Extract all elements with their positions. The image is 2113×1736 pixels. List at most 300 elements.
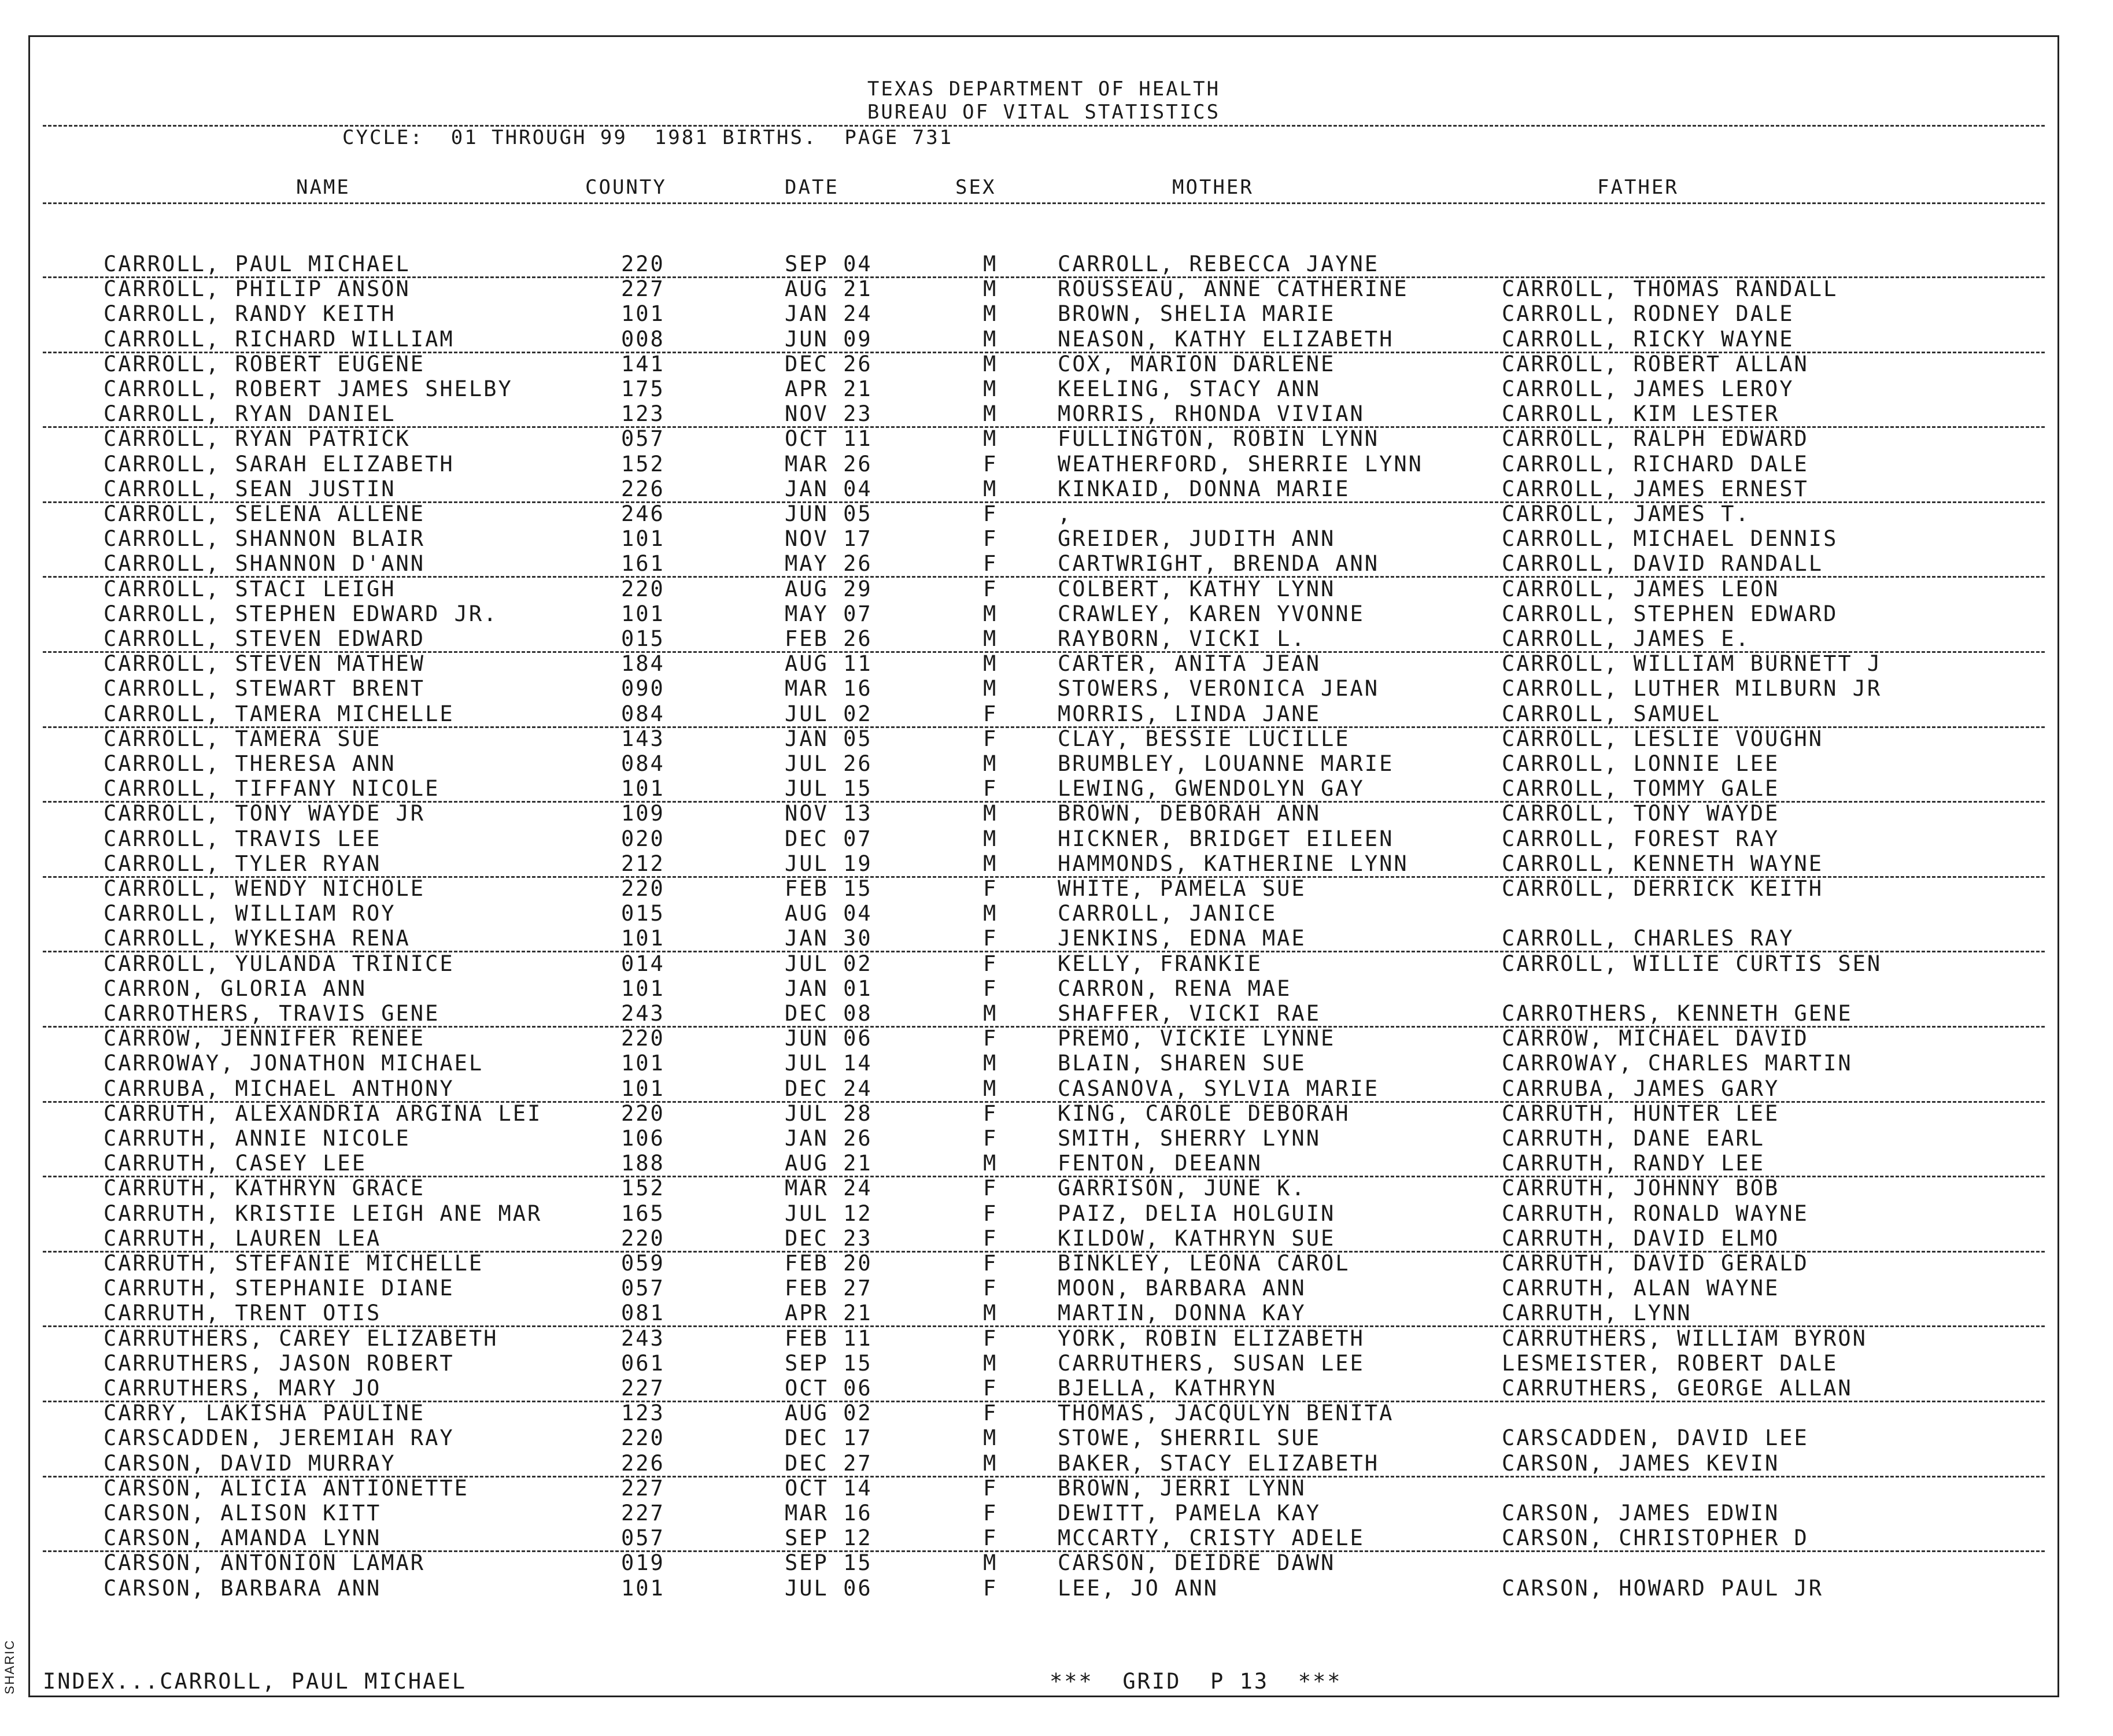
record-date: JUL 02 — [785, 951, 873, 976]
record-name: CARROLL, WILLIAM ROY — [104, 901, 396, 926]
table-row — [43, 726, 2045, 751]
record-date: MAY 07 — [785, 601, 873, 626]
record-father: CARROLL, TONY WAYDE — [1502, 801, 1780, 826]
record-father: CARRUTH, DANE EARL — [1502, 1126, 1765, 1151]
table-row — [43, 401, 2045, 428]
record-sex: M — [983, 276, 998, 302]
record-father: CARROLL, LESLIE VOUGHN — [1502, 726, 1824, 751]
record-name: CARRUTH, KATHRYN GRACE — [104, 1176, 426, 1201]
table-row — [43, 1526, 2045, 1552]
table-row — [43, 1226, 2045, 1253]
record-father: CARROLL, KIM LESTER — [1502, 401, 1780, 427]
record-county: 101 — [621, 301, 665, 327]
record-father: CARROLL, STEPHEN EDWARD — [1502, 601, 1838, 626]
record-father: CARROWAY, CHARLES MARTIN — [1502, 1051, 1853, 1076]
record-father: CARSCADDEN, DAVID LEE — [1502, 1425, 1809, 1451]
record-date: JAN 26 — [785, 1126, 873, 1151]
record-mother: DEWITT, PAMELA KAY — [1058, 1501, 1321, 1526]
table-row — [43, 826, 2045, 851]
department-title: TEXAS DEPARTMENT OF HEALTH — [867, 77, 1221, 101]
record-name: CARROLL, WENDY NICHOLE — [104, 876, 426, 901]
record-name: CARROLL, SHANNON BLAIR — [104, 526, 426, 552]
record-sex: M — [983, 476, 998, 501]
table-row — [43, 776, 2045, 803]
record-date: FEB 15 — [785, 876, 873, 901]
table-row — [43, 1076, 2045, 1103]
record-date: DEC 23 — [785, 1225, 873, 1251]
record-date: JUL 19 — [785, 851, 873, 876]
table-row — [43, 577, 2045, 601]
table-row — [43, 352, 2045, 376]
record-sex: F — [983, 1026, 998, 1051]
record-sex: F — [983, 776, 998, 801]
record-name: CARROLL, WYKESHA RENA — [104, 926, 411, 951]
record-sex: M — [983, 851, 998, 876]
record-name: CARRUTH, TRENT OTIS — [104, 1301, 382, 1326]
record-name: CARROLL, SEAN JUSTIN — [104, 476, 396, 501]
table-row — [43, 601, 2045, 626]
record-mother: CARRON, RENA MAE — [1058, 976, 1292, 1001]
record-county: 175 — [621, 376, 665, 401]
record-mother: SMITH, SHERRY LYNN — [1058, 1126, 1321, 1151]
record-father: CARROLL, RODNEY DALE — [1502, 301, 1794, 327]
record-father: CARRUTH, HUNTER LEE — [1502, 1100, 1780, 1126]
table-row — [43, 1425, 2045, 1450]
record-name: CARROLL, ROBERT JAMES SHELBY — [104, 376, 513, 401]
record-name: CARROTHERS, TRAVIS GENE — [104, 1001, 440, 1026]
record-sex: M — [983, 826, 998, 851]
record-mother: MARTIN, DONNA KAY — [1058, 1301, 1306, 1326]
record-date: OCT 06 — [785, 1376, 873, 1401]
record-date: JAN 01 — [785, 976, 873, 1001]
table-row — [43, 551, 2045, 578]
record-sex: M — [983, 1450, 998, 1476]
table-row — [43, 1550, 2045, 1575]
record-date: DEC 26 — [785, 351, 873, 376]
record-date: SEP 15 — [785, 1550, 873, 1576]
record-date: JUL 06 — [785, 1575, 873, 1601]
table-row — [43, 976, 2045, 1001]
record-date: JAN 30 — [785, 926, 873, 951]
record-date: JUN 06 — [785, 1026, 873, 1051]
record-name: CARROLL, SHANNON D'ANN — [104, 551, 426, 577]
record-mother: COX, MARION DARLENE — [1058, 351, 1336, 376]
record-mother: THOMAS, JACQULYN BENITA — [1058, 1401, 1394, 1426]
record-county: 227 — [621, 1501, 665, 1526]
record-sex: F — [983, 976, 998, 1001]
record-county: 101 — [621, 1051, 665, 1076]
record-name: CARROLL, STEVEN EDWARD — [104, 626, 426, 651]
record-sex: M — [983, 1051, 998, 1076]
record-father: CARRUTHERS, GEORGE ALLAN — [1502, 1376, 1853, 1401]
table-row — [43, 276, 2045, 301]
record-name: CARSON, AMANDA LYNN — [104, 1526, 382, 1551]
record-mother: LEWING, GWENDOLYN GAY — [1058, 776, 1365, 801]
record-date: MAR 24 — [785, 1176, 873, 1201]
record-mother: BROWN, DEBORAH ANN — [1058, 801, 1321, 826]
record-sex: F — [983, 576, 998, 601]
record-sex: F — [983, 451, 998, 477]
record-mother: CARTER, ANITA JEAN — [1058, 651, 1321, 677]
record-father: CARROLL, WILLIE CURTIS SEN — [1502, 951, 1882, 976]
table-row — [43, 1451, 2045, 1478]
record-name: CARROLL, ROBERT EUGENE — [104, 351, 426, 376]
record-mother: MORRIS, RHONDA VIVIAN — [1058, 401, 1365, 427]
record-county: 152 — [621, 1176, 665, 1201]
table-row — [43, 501, 2045, 526]
table-row — [43, 376, 2045, 401]
record-father: CARROLL, KENNETH WAYNE — [1502, 851, 1824, 876]
record-date: NOV 23 — [785, 401, 873, 427]
record-father: CARROLL, JAMES LEON — [1502, 576, 1780, 601]
table-row — [43, 801, 2045, 826]
record-date: JUL 15 — [785, 776, 873, 801]
record-mother: CARTWRIGHT, BRENDA ANN — [1058, 551, 1380, 577]
record-county: 014 — [621, 951, 665, 976]
record-mother: RAYBORN, VICKI L. — [1058, 626, 1306, 651]
table-row — [43, 1026, 2045, 1051]
record-name: CARRUTHERS, JASON ROBERT — [104, 1350, 455, 1376]
record-father: CARSON, JAMES EDWIN — [1502, 1501, 1780, 1526]
record-county: 141 — [621, 351, 665, 376]
record-mother: HAMMONDS, KATHERINE LYNN — [1058, 851, 1409, 876]
record-mother: KINKAID, DONNA MARIE — [1058, 476, 1350, 501]
record-mother: MORRIS, LINDA JANE — [1058, 701, 1321, 726]
record-date: SEP 12 — [785, 1526, 873, 1551]
record-mother: BINKLEY, LEONA CAROL — [1058, 1251, 1350, 1276]
table-row — [43, 901, 2045, 926]
record-county: 101 — [621, 601, 665, 626]
record-mother: PAIZ, DELIA HOLGUIN — [1058, 1201, 1336, 1226]
record-father: CARRUBA, JAMES GARY — [1502, 1076, 1780, 1101]
record-name: CARROLL, TAMERA SUE — [104, 726, 382, 751]
table-row — [43, 1176, 2045, 1201]
record-county: 084 — [621, 701, 665, 726]
record-name: CARROLL, TRAVIS LEE — [104, 826, 382, 851]
record-date: FEB 26 — [785, 626, 873, 651]
record-sex: M — [983, 326, 998, 352]
record-sex: F — [983, 1475, 998, 1501]
record-date: MAR 26 — [785, 451, 873, 477]
record-name: CARRUTHERS, CAREY ELIZABETH — [104, 1325, 498, 1351]
record-date: OCT 14 — [785, 1475, 873, 1501]
record-date: JAN 05 — [785, 726, 873, 751]
record-name: CARRY, LAKISHA PAULINE — [104, 1401, 426, 1426]
record-sex: F — [983, 951, 998, 976]
table-row — [43, 951, 2045, 976]
record-name: CARRUBA, MICHAEL ANTHONY — [104, 1076, 455, 1101]
record-date: SEP 15 — [785, 1350, 873, 1376]
table-row — [43, 651, 2045, 676]
record-county: 057 — [621, 1526, 665, 1551]
record-mother: YORK, ROBIN ELIZABETH — [1058, 1325, 1365, 1351]
record-father: CARROLL, RALPH EDWARD — [1502, 426, 1809, 452]
record-county: 090 — [621, 676, 665, 701]
record-name: CARSON, ALICIA ANTIONETTE — [104, 1475, 469, 1501]
record-name: CARRUTH, ALEXANDRIA ARGINA LEI — [104, 1100, 542, 1126]
record-father: CARROLL, LONNIE LEE — [1502, 751, 1780, 776]
record-mother: CRAWLEY, KAREN YVONNE — [1058, 601, 1365, 626]
record-mother: ROUSSEAU, ANNE CATHERINE — [1058, 276, 1409, 302]
bureau-title: BUREAU OF VITAL STATISTICS — [867, 101, 1221, 124]
record-father: CARROLL, SAMUEL — [1502, 701, 1722, 726]
record-mother: CARROLL, REBECCA JAYNE — [1058, 252, 1380, 276]
record-sex: M — [983, 1001, 998, 1026]
column-header-county: COUNTY — [585, 176, 667, 199]
record-mother: LEE, JO ANN — [1058, 1575, 1219, 1601]
record-sex: F — [983, 1176, 998, 1201]
record-sex: M — [983, 1350, 998, 1376]
record-date: JAN 04 — [785, 476, 873, 501]
record-father: CARRUTH, RONALD WAYNE — [1502, 1201, 1809, 1226]
record-name: CARROLL, YULANDA TRINICE — [104, 951, 455, 976]
record-county: 220 — [621, 1100, 665, 1126]
record-name: CARROLL, THERESA ANN — [104, 751, 396, 776]
record-date: JAN 24 — [785, 301, 873, 327]
record-mother: PREMO, VICKIE LYNNE — [1058, 1026, 1336, 1051]
record-name: CARROWAY, JONATHON MICHAEL — [104, 1051, 484, 1076]
record-father: CARROTHERS, KENNETH GENE — [1502, 1001, 1853, 1026]
record-sex: F — [983, 1575, 998, 1601]
table-row — [43, 477, 2045, 503]
record-county: 057 — [621, 426, 665, 452]
record-mother: KELLY, FRANKIE — [1058, 951, 1262, 976]
record-father: LESMEISTER, ROBERT DALE — [1502, 1350, 1838, 1376]
record-county: 019 — [621, 1550, 665, 1576]
record-name: CARRUTH, ANNIE NICOLE — [104, 1126, 411, 1151]
table-row — [43, 1301, 2045, 1327]
table-row — [43, 876, 2045, 901]
column-header-father: FATHER — [1597, 176, 1679, 199]
record-county: 220 — [621, 576, 665, 601]
record-name: CARRUTHERS, MARY JO — [104, 1376, 382, 1401]
record-sex: M — [983, 376, 998, 401]
table-row — [43, 851, 2045, 878]
record-name: CARSON, ALISON KITT — [104, 1501, 382, 1526]
record-county: 188 — [621, 1151, 665, 1176]
record-sex: M — [983, 901, 998, 926]
table-row — [43, 1326, 2045, 1351]
table-row — [43, 676, 2045, 701]
record-mother: SHAFFER, VICKI RAE — [1058, 1001, 1321, 1026]
record-county: 246 — [621, 501, 665, 526]
record-mother: STOWE, SHERRIL SUE — [1058, 1425, 1321, 1451]
record-father: CARRUTH, RANDY LEE — [1502, 1151, 1765, 1176]
record-name: CARRUTH, CASEY LEE — [104, 1151, 367, 1176]
record-mother: GREIDER, JUDITH ANN — [1058, 526, 1336, 552]
record-sex: F — [983, 701, 998, 726]
record-county: 057 — [621, 1276, 665, 1301]
record-sex: M — [983, 751, 998, 776]
record-county: 015 — [621, 626, 665, 651]
record-county: 101 — [621, 1575, 665, 1601]
table-row — [43, 301, 2045, 326]
record-father: CARROLL, THOMAS RANDALL — [1502, 276, 1838, 302]
record-mother: WEATHERFORD, SHERRIE LYNN — [1058, 451, 1423, 477]
record-date: FEB 11 — [785, 1325, 873, 1351]
record-date: NOV 17 — [785, 526, 873, 552]
record-county: 123 — [621, 1401, 665, 1426]
record-sex: M — [983, 401, 998, 427]
record-county: 101 — [621, 926, 665, 951]
record-name: CARROLL, STEWART BRENT — [104, 676, 426, 701]
record-county: 084 — [621, 751, 665, 776]
record-county: 061 — [621, 1350, 665, 1376]
record-mother: BROWN, JERRI LYNN — [1058, 1475, 1306, 1501]
table-row — [43, 1251, 2045, 1276]
record-date: AUG 29 — [785, 576, 873, 601]
table-row — [43, 1276, 2045, 1301]
record-father: CARSON, JAMES KEVIN — [1502, 1450, 1780, 1476]
record-sex: F — [983, 1126, 998, 1151]
record-name: CARROLL, RANDY KEITH — [104, 301, 396, 327]
record-mother: WHITE, PAMELA SUE — [1058, 876, 1306, 901]
record-mother: KING, CAROLE DEBORAH — [1058, 1100, 1350, 1126]
record-father: CARROLL, JAMES E. — [1502, 626, 1750, 651]
record-name: CARROLL, STACI LEIGH — [104, 576, 396, 601]
record-name: CARRUTH, KRISTIE LEIGH ANE MAR — [104, 1201, 542, 1226]
record-county: 123 — [621, 401, 665, 427]
record-county: 184 — [621, 651, 665, 677]
table-row — [43, 1126, 2045, 1151]
record-date: DEC 07 — [785, 826, 873, 851]
record-name: CARSON, DAVID MURRAY — [104, 1450, 396, 1476]
record-mother: , — [1058, 501, 1073, 526]
record-sex: M — [983, 801, 998, 826]
column-header-name: NAME — [296, 176, 350, 199]
table-row — [43, 701, 2045, 728]
table-row — [43, 1501, 2045, 1526]
record-mother: BROWN, SHELIA MARIE — [1058, 301, 1336, 327]
record-county: 152 — [621, 451, 665, 477]
record-sex: F — [983, 1376, 998, 1401]
table-row — [43, 1376, 2045, 1402]
record-date: DEC 08 — [785, 1001, 873, 1026]
record-name: CARROLL, SELENA ALLENE — [104, 501, 426, 526]
column-header-mother: MOTHER — [1172, 176, 1254, 199]
record-date: AUG 02 — [785, 1401, 873, 1426]
record-county: 101 — [621, 976, 665, 1001]
record-sex: F — [983, 926, 998, 951]
record-mother: CLAY, BESSIE LUCILLE — [1058, 726, 1350, 751]
index-footer: INDEX...CARROLL, PAUL MICHAEL — [43, 1669, 467, 1694]
record-county: 101 — [621, 1076, 665, 1101]
record-sex: M — [983, 651, 998, 677]
record-county: 243 — [621, 1001, 665, 1026]
record-name: CARROLL, TYLER RYAN — [104, 851, 382, 876]
record-mother: CARSON, DEIDRE DAWN — [1058, 1550, 1336, 1576]
record-sex: F — [983, 1225, 998, 1251]
record-date: FEB 27 — [785, 1276, 873, 1301]
record-sex: F — [983, 1251, 998, 1276]
record-father: CARSON, HOWARD PAUL JR — [1502, 1575, 1824, 1601]
record-sex: M — [983, 626, 998, 651]
record-name: CARROLL, STEVEN MATHEW — [104, 651, 426, 677]
record-date: JUL 14 — [785, 1051, 873, 1076]
record-mother: GARRISON, JUNE K. — [1058, 1176, 1306, 1201]
record-county: 226 — [621, 1450, 665, 1476]
record-date: AUG 04 — [785, 901, 873, 926]
record-father: CARROLL, RICHARD DALE — [1502, 451, 1809, 477]
record-sex: F — [983, 876, 998, 901]
record-father: CARROLL, JAMES LEROY — [1502, 376, 1794, 401]
record-mother: JENKINS, EDNA MAE — [1058, 926, 1306, 951]
record-county: 161 — [621, 551, 665, 577]
record-date: APR 21 — [785, 376, 873, 401]
record-father: CARRUTH, DAVID GERALD — [1502, 1251, 1809, 1276]
record-county: 227 — [621, 1376, 665, 1401]
record-father: CARROLL, FOREST RAY — [1502, 826, 1780, 851]
record-date: APR 21 — [785, 1301, 873, 1326]
record-date: DEC 27 — [785, 1450, 873, 1476]
record-father: CARROW, MICHAEL DAVID — [1502, 1026, 1809, 1051]
record-county: 106 — [621, 1126, 665, 1151]
record-county: 227 — [621, 1475, 665, 1501]
record-sex: F — [983, 1276, 998, 1301]
record-sex: F — [983, 551, 998, 577]
record-name: CARROLL, RICHARD WILLIAM — [104, 326, 455, 352]
record-mother: BRUMBLEY, LOUANNE MARIE — [1058, 751, 1394, 776]
column-header-sex: SEX — [955, 176, 996, 199]
record-sex: M — [983, 1151, 998, 1176]
record-sex: M — [983, 1425, 998, 1451]
record-date: AUG 21 — [785, 1151, 873, 1176]
record-name: CARROLL, RYAN PATRICK — [104, 426, 411, 452]
record-father: CARROLL, JAMES T. — [1502, 501, 1750, 526]
record-mother: CARRUTHERS, SUSAN LEE — [1058, 1350, 1365, 1376]
record-county: 220 — [621, 1425, 665, 1451]
record-date: JUN 05 — [785, 501, 873, 526]
record-name: CARRUTH, LAUREN LEA — [104, 1225, 382, 1251]
record-mother: CARROLL, JANICE — [1058, 901, 1277, 926]
record-date: MAY 26 — [785, 551, 873, 577]
record-father: CARROLL, DERRICK KEITH — [1502, 876, 1824, 901]
table-row — [43, 926, 2045, 952]
record-county: 220 — [621, 1026, 665, 1051]
record-name: CARRUTH, STEFANIE MICHELLE — [104, 1251, 484, 1276]
table-row — [43, 1151, 2045, 1177]
record-mother: COLBERT, KATHY LYNN — [1058, 576, 1336, 601]
table-row — [43, 1201, 2045, 1226]
record-county: 220 — [621, 876, 665, 901]
record-county: 008 — [621, 326, 665, 352]
record-father: CARROLL, LUTHER MILBURN JR — [1502, 676, 1882, 701]
record-county: 143 — [621, 726, 665, 751]
record-sex: F — [983, 726, 998, 751]
record-date: SEP 04 — [785, 252, 873, 276]
record-date: AUG 11 — [785, 651, 873, 677]
record-mother: BJELLA, KATHRYN — [1058, 1376, 1277, 1401]
record-father: CARROLL, ROBERT ALLAN — [1502, 351, 1809, 376]
record-mother: FULLINGTON, ROBIN LYNN — [1058, 426, 1380, 452]
record-father: CARRUTH, LYNN — [1502, 1301, 1692, 1326]
record-father: CARROLL, WILLIAM BURNETT J — [1502, 651, 1882, 677]
record-father: CARROLL, TOMMY GALE — [1502, 776, 1780, 801]
record-mother: NEASON, KATHY ELIZABETH — [1058, 326, 1394, 352]
table-row — [43, 252, 2045, 278]
table-row — [43, 1001, 2045, 1028]
record-date: AUG 21 — [785, 276, 873, 302]
record-father: CARRUTH, DAVID ELMO — [1502, 1225, 1780, 1251]
record-date: DEC 17 — [785, 1425, 873, 1451]
record-county: 015 — [621, 901, 665, 926]
table-row — [43, 1476, 2045, 1501]
record-county: 059 — [621, 1251, 665, 1276]
record-date: DEC 24 — [785, 1076, 873, 1101]
record-name: CARSCADDEN, JEREMIAH RAY — [104, 1425, 455, 1451]
table-row — [43, 1401, 2045, 1425]
record-sex: F — [983, 1201, 998, 1226]
